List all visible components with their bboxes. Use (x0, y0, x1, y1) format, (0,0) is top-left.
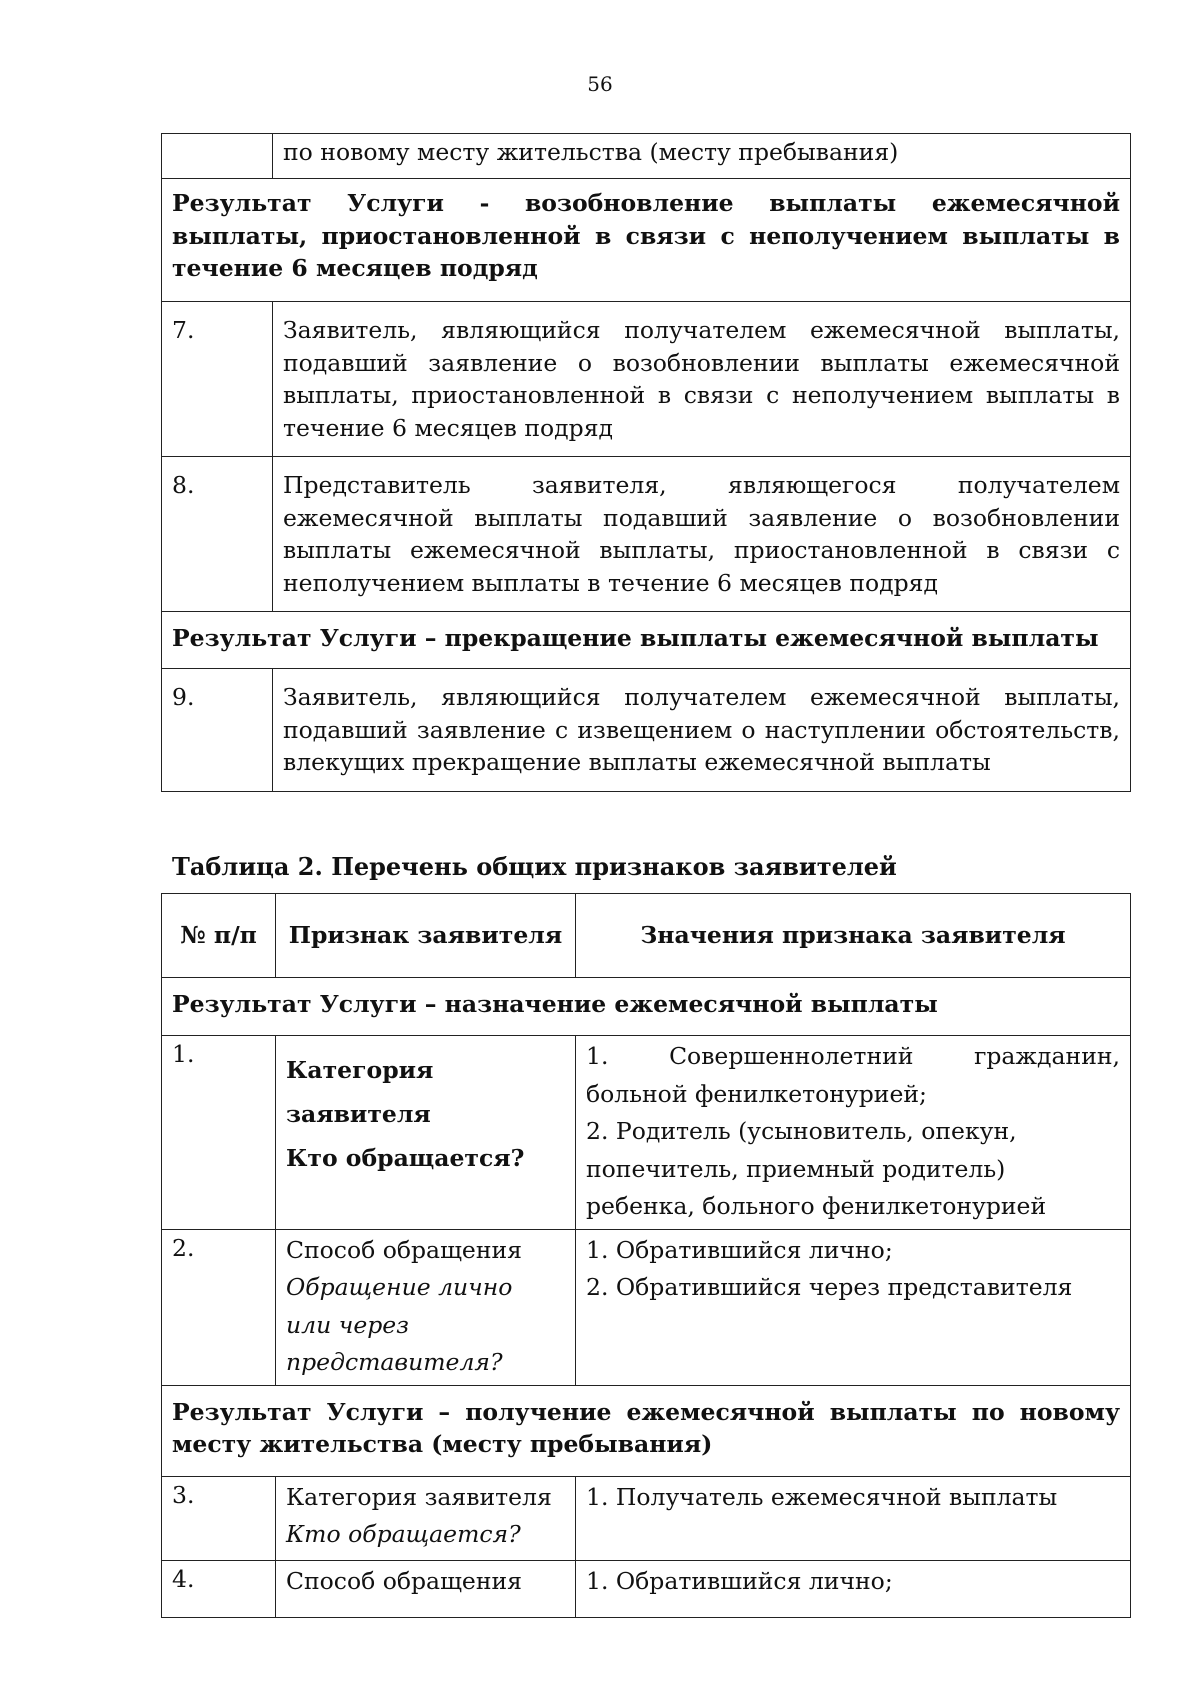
values-cell (576, 1560, 1131, 1617)
value-item: 1. Обратившийся лично; (586, 1566, 893, 1595)
table-row (162, 302, 1131, 457)
result-band-text: Результат Услуги – прекращение выплаты ежемесячной выплаты (162, 612, 1131, 669)
result-band-row (162, 978, 1131, 1036)
row-text-cell: Заявитель, являющийся получателем ежемесячной выплаты, подавший заявление с извещением о наступлении обстоятельств, влекущих прекращение выплаты ежемесячной выплаты (273, 669, 1131, 792)
result-band-row (162, 1385, 1131, 1476)
table-row (162, 1560, 1131, 1617)
sign-cell (276, 1476, 576, 1560)
sign-cell (276, 1560, 576, 1617)
table-row (162, 669, 1131, 792)
value-item: 1. Обратившийся лично; (586, 1235, 893, 1264)
value-item: 2. Родитель (усыновитель, опекун, попечитель, приемный родитель) ребенка, больного фенилкетонурией (586, 1117, 1047, 1220)
row-number-cell: 8. (162, 457, 273, 612)
values-cell (576, 1229, 1131, 1385)
row-number-cell: 4. (162, 1560, 276, 1617)
sign-cell (276, 1036, 576, 1230)
table-header-row (162, 894, 1131, 978)
table-row (162, 1476, 1131, 1560)
table-title: Таблица 2. Перечень общих признаков заявителей (172, 852, 897, 881)
row-number-cell: 2. (162, 1229, 276, 1385)
sign-question: Обращение лично или через представителя? (286, 1273, 513, 1376)
row-text-cell: Заявитель, являющийся получателем ежемесячной выплаты, подавший заявление о возобновлении выплаты ежемесячной выплаты, приостановленной в связи с неполучением выплаты в течение 6 месяцев подряд (273, 302, 1131, 457)
sign-label: Способ обращения (286, 1235, 522, 1264)
row-text-cell: Представитель заявителя, являющегося получателем ежемесячной выплаты подавший заявление о возобновлении выплаты ежемесячной выплаты, приостановленной в связи с неполучением выплаты в течение 6 месяцев подряд (273, 457, 1131, 612)
result-band-row (162, 612, 1131, 669)
result-band-text: Результат Услуги - возобновление выплаты ежемесячной выплаты, приостановленной в связи с неполучением выплаты в течение 6 месяцев подряд (162, 179, 1131, 302)
table-row (162, 134, 1131, 179)
table-row (162, 1229, 1131, 1385)
result-band-text: Результат Услуги – назначение ежемесячной выплаты (162, 978, 1131, 1036)
row-text-cell: по новому месту жительства (месту пребывания) (273, 134, 1131, 179)
row-number-cell: 9. (162, 669, 273, 792)
table-row (162, 1036, 1131, 1230)
table-row (162, 457, 1131, 612)
header-values: Значения признака заявителя (576, 894, 1131, 978)
result-band-row (162, 179, 1131, 302)
sign-label: Способ обращения (286, 1566, 522, 1595)
value-item: 1. Совершеннолетний гражданин, больной фенилкетонурией; (586, 1042, 1120, 1108)
row-number-cell: 7. (162, 302, 273, 457)
row-number-cell (162, 134, 273, 179)
header-number: № п/п (162, 894, 276, 978)
sign-cell (276, 1229, 576, 1385)
sign-question: Кто обращается? (286, 1144, 525, 1172)
sign-label: Категория заявителя (286, 1056, 434, 1128)
page-number: 56 (587, 72, 613, 96)
sign-label: Категория заявителя (286, 1482, 552, 1511)
common-applicant-signs-table (161, 893, 1131, 1618)
row-number-cell: 3. (162, 1476, 276, 1560)
applicant-variants-table-continued (161, 133, 1131, 792)
row-number-cell: 1. (162, 1036, 276, 1230)
result-band-text: Результат Услуги – получение ежемесячной выплаты по новому месту жительства (месту пребывания) (162, 1385, 1131, 1476)
header-sign: Признак заявителя (276, 894, 576, 978)
values-cell (576, 1476, 1131, 1560)
value-item: 2. Обратившийся через представителя (586, 1273, 1073, 1301)
value-item: 1. Получатель ежемесячной выплаты (586, 1482, 1058, 1511)
sign-question: Кто обращается? (286, 1520, 521, 1548)
values-cell (576, 1036, 1131, 1230)
